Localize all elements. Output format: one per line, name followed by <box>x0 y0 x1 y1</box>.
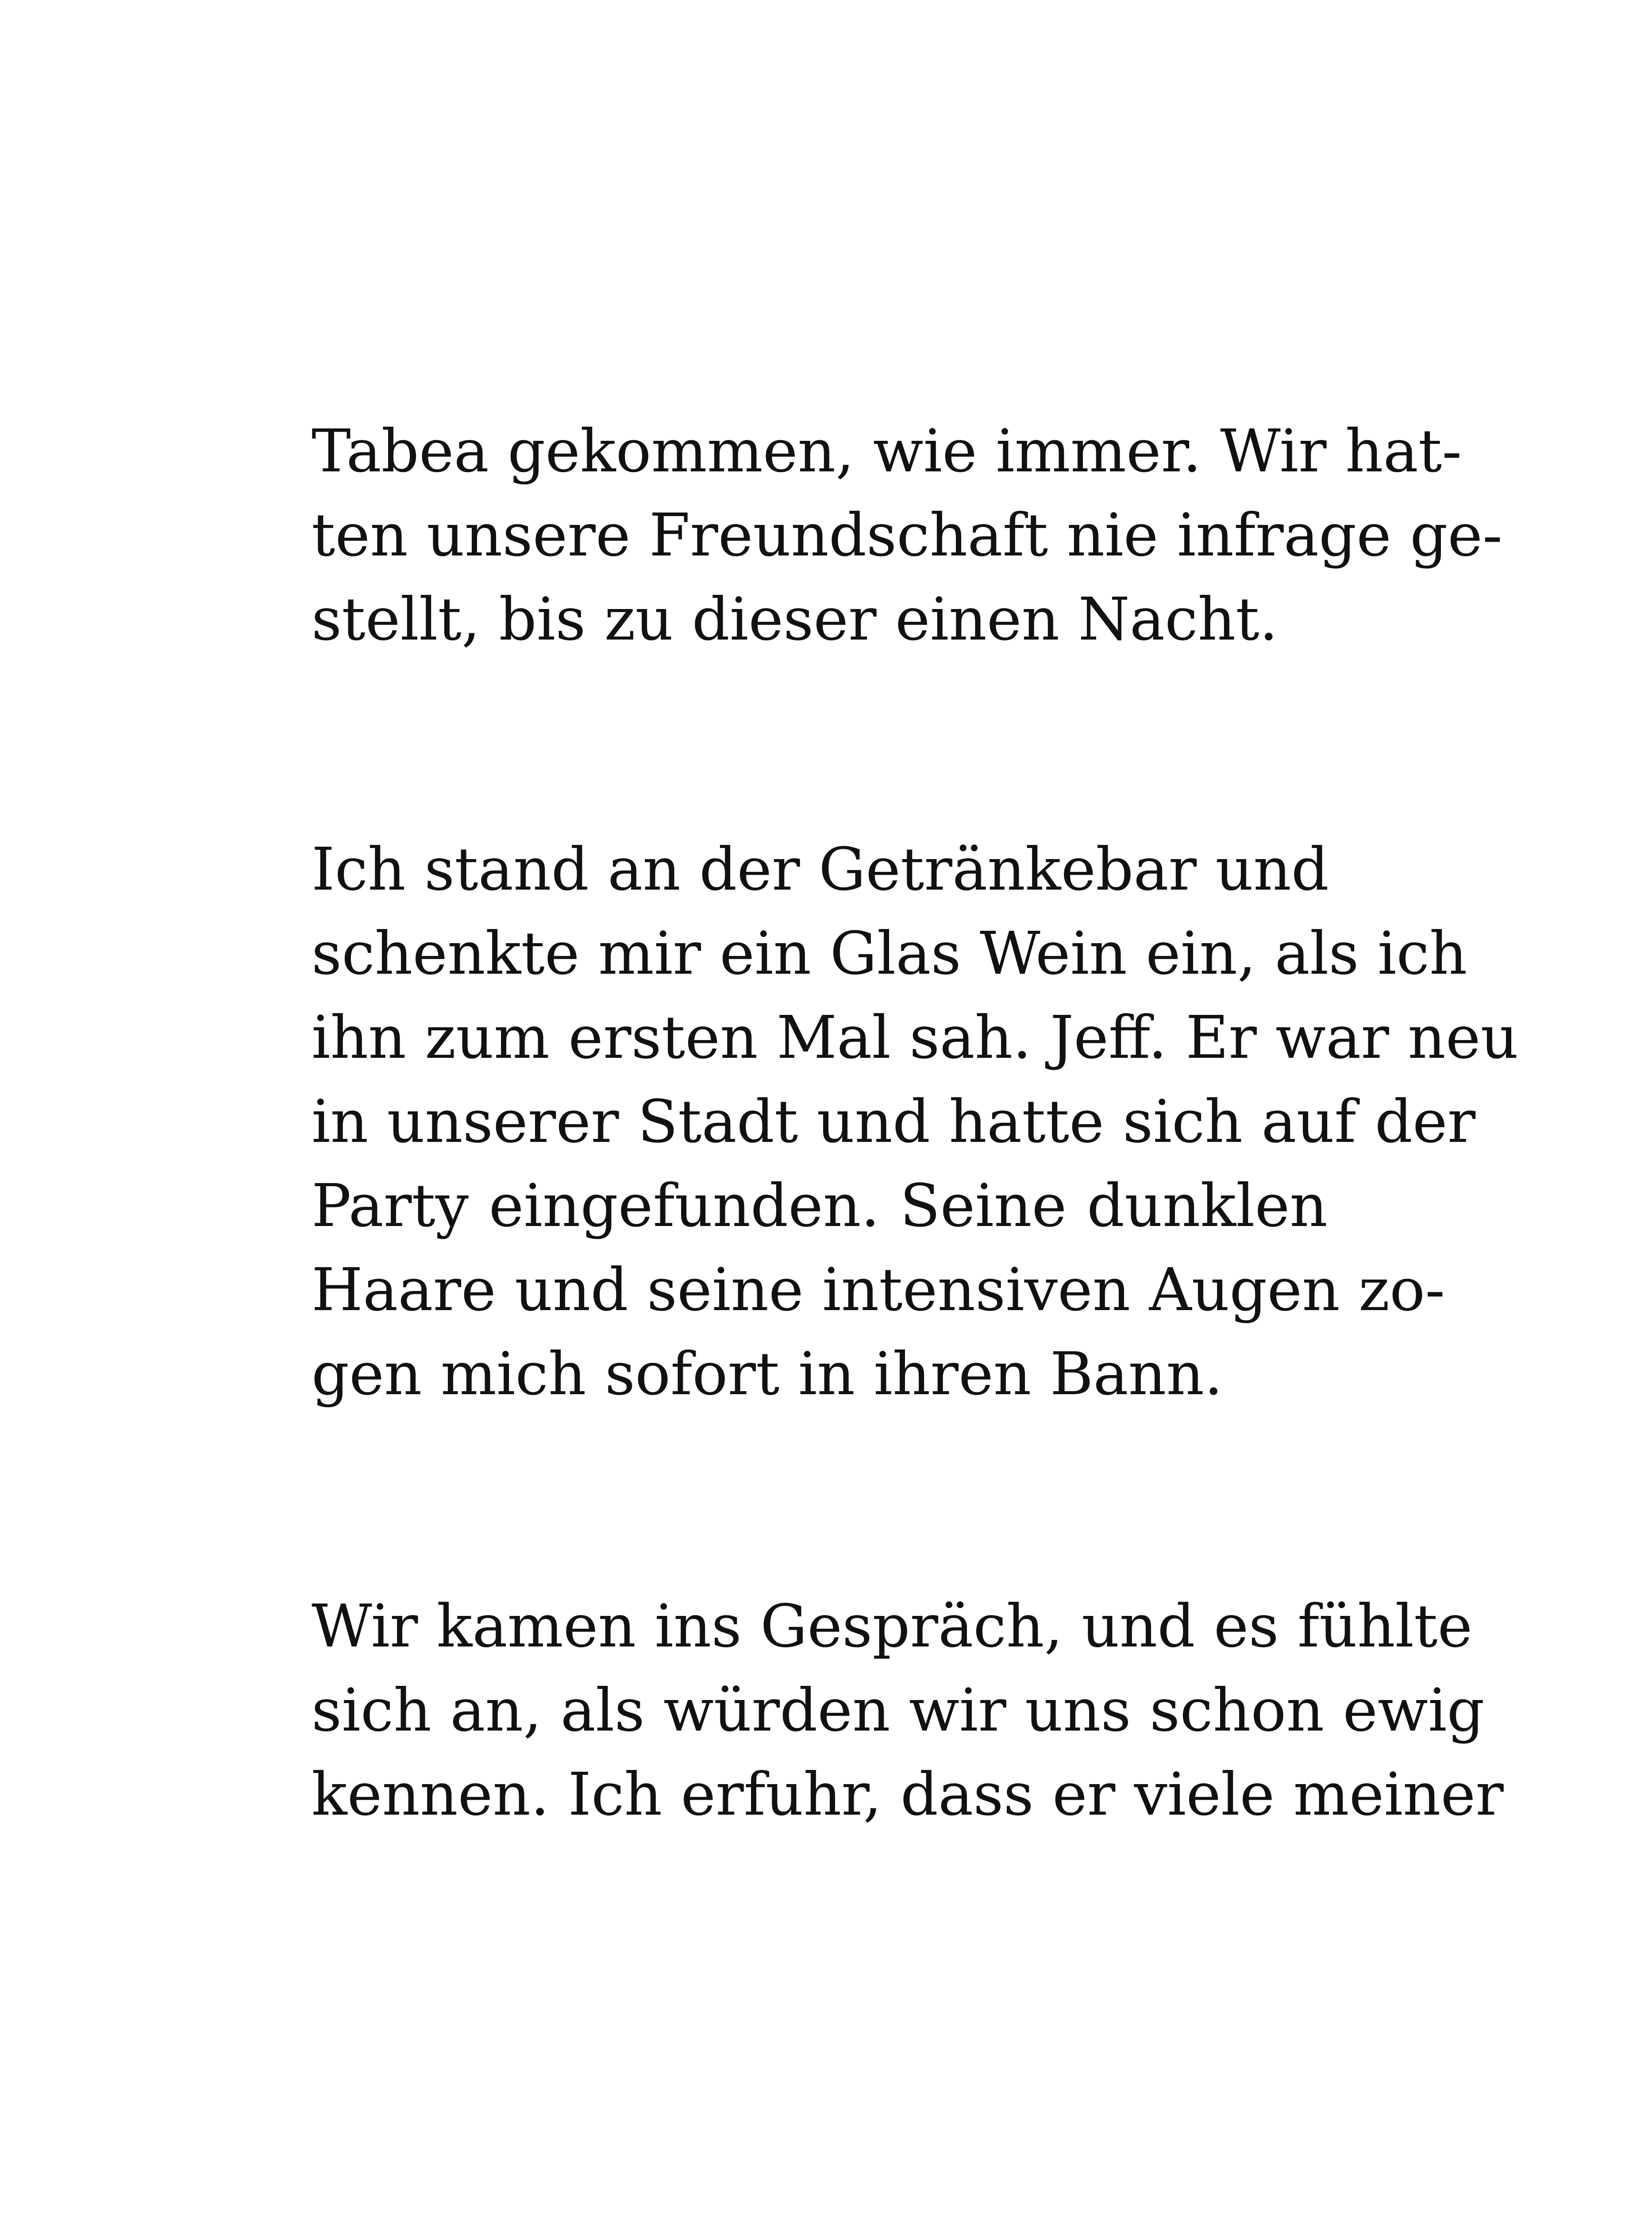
text-line: Wir kamen ins Gespräch, und es fühlte <box>312 1592 1473 1661</box>
text-line: kennen. Ich erfuhr, dass er viele meiner <box>312 1761 1504 1829</box>
text-line: ten unsere Freundschaft nie infrage ge- <box>312 501 1502 570</box>
text-line: Party eingefunden. Seine dunklen <box>312 1172 1328 1240</box>
text-line: Haare und seine intensiven Augen zo- <box>312 1256 1445 1324</box>
text-line: stellt, bis zu dieser einen Nacht. <box>312 586 1278 654</box>
paragraph-3 <box>312 1585 1504 1837</box>
text-line: Ich stand an der Getränkebar und <box>312 836 1329 904</box>
paragraph-1 <box>312 409 1502 662</box>
text-line: ihn zum ersten Mal sah. Jeff. Er war neu <box>312 1004 1519 1072</box>
text-line: schenkte mir ein Glas Wein ein, als ich <box>312 920 1467 988</box>
paragraph-2 <box>312 828 1519 1416</box>
text-line: gen mich sofort in ihren Bann. <box>312 1340 1223 1408</box>
text-line: sich an, als würden wir uns schon ewig <box>312 1677 1485 1745</box>
text-line: in unserer Stadt und hatte sich auf der <box>312 1088 1476 1156</box>
text-line: Tabea gekommen, wie immer. Wir hat- <box>312 417 1462 486</box>
